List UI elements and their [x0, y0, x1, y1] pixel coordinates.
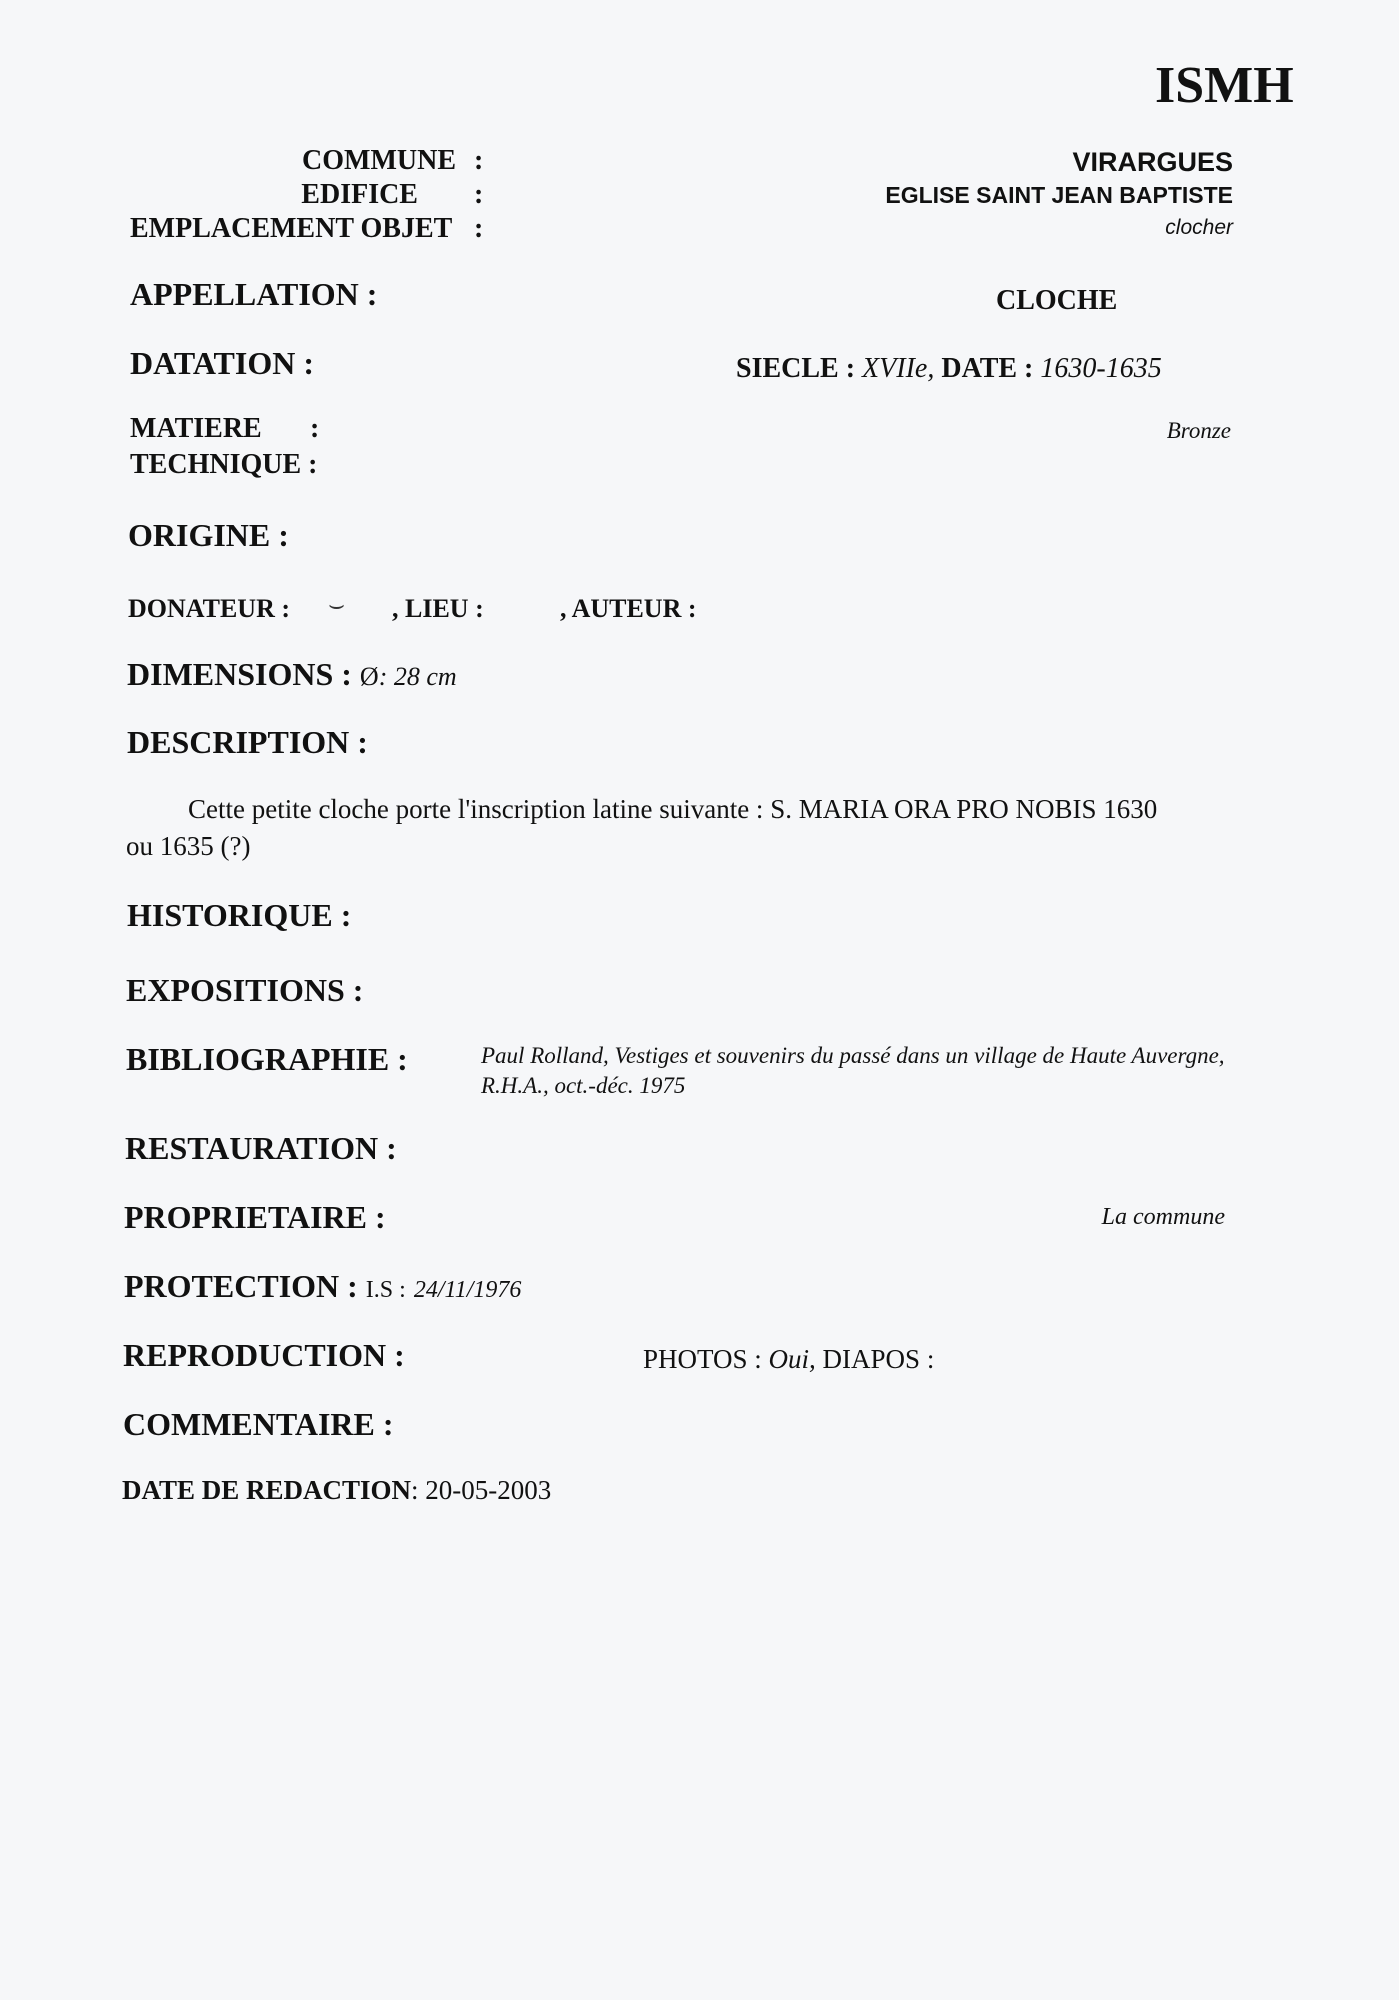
- appellation-label: APPELLATION :: [130, 276, 378, 312]
- protection-label: PROTECTION :: [124, 1268, 358, 1304]
- siecle-value: XVIIe,: [862, 353, 935, 384]
- donateur-value: ⌣: [328, 590, 346, 619]
- reproduction-values: [643, 1344, 934, 1375]
- proprietaire-value: La commune: [1101, 1204, 1225, 1230]
- dimensions-value: : 28 cm: [378, 662, 457, 691]
- lieu-label: , LIEU :: [392, 594, 484, 623]
- datation-label: DATATION :: [130, 345, 314, 381]
- siecle-label: SIECLE :: [736, 353, 856, 384]
- date-label: DATE :: [941, 353, 1034, 384]
- restauration-label: RESTAURATION :: [125, 1130, 397, 1166]
- commentaire-label: COMMENTAIRE :: [123, 1406, 394, 1442]
- doc-code: ISMH: [1155, 57, 1294, 114]
- historique-label: HISTORIQUE :: [127, 897, 352, 933]
- protection-row: [124, 1268, 521, 1305]
- diapos-label: DIAPOS :: [822, 1344, 935, 1374]
- dimensions-row: [127, 656, 457, 693]
- appellation-value: CLOCHE: [996, 285, 1118, 316]
- redaction-label: DATE DE REDACTION: [122, 1475, 412, 1505]
- expositions-label: EXPOSITIONS :: [126, 972, 364, 1008]
- description-line-1: Cette petite cloche porte l'inscription latine suivante : S. MARIA ORA PRO NOBIS 1630: [188, 794, 1158, 824]
- emplacement-colon: :: [474, 213, 484, 244]
- diameter-symbol: Ø: [359, 662, 379, 691]
- matiere-colon: :: [310, 413, 320, 444]
- photos-value: Oui,: [768, 1344, 816, 1374]
- matiere-label: MATIERE: [130, 413, 262, 444]
- edifice-colon: :: [474, 179, 484, 210]
- bibliographie-line-1: Paul Rolland, Vestiges et souvenirs du passé dans un village de Haute Auvergne,: [481, 1043, 1225, 1068]
- description-line-2: ou 1635 (?): [126, 831, 251, 861]
- commune-colon: :: [474, 145, 484, 176]
- redaction-row: [122, 1475, 551, 1506]
- photos-label: PHOTOS :: [643, 1344, 762, 1374]
- commune-label: COMMUNE: [302, 145, 456, 176]
- technique-label: TECHNIQUE :: [130, 449, 318, 480]
- date-value: 1630-1635: [1040, 353, 1162, 384]
- origine-label: ORIGINE :: [128, 517, 289, 553]
- bibliographie-label: BIBLIOGRAPHIE :: [126, 1041, 408, 1077]
- edifice-value: EGLISE SAINT JEAN BAPTISTE: [885, 182, 1233, 208]
- donateur-label: DONATEUR :: [128, 594, 291, 623]
- matiere-value: Bronze: [1166, 418, 1231, 443]
- datation-values: [736, 353, 1162, 385]
- protection-date: 24/11/1976: [413, 1277, 522, 1303]
- emplacement-label: EMPLACEMENT OBJET: [130, 213, 453, 244]
- auteur-label: , AUTEUR :: [560, 594, 697, 623]
- proprietaire-label: PROPRIETAIRE :: [124, 1199, 386, 1235]
- bibliographie-line-2: R.H.A., oct.-déc. 1975: [481, 1073, 686, 1098]
- reproduction-label: REPRODUCTION :: [123, 1337, 405, 1373]
- dimensions-label: DIMENSIONS :: [127, 656, 352, 692]
- commune-value: VIRARGUES: [1072, 147, 1233, 177]
- redaction-value: : 20-05-2003: [411, 1475, 552, 1505]
- protection-type: I.S :: [365, 1277, 406, 1303]
- description-label: DESCRIPTION :: [127, 724, 368, 760]
- edifice-label: EDIFICE: [301, 179, 418, 210]
- emplacement-value: clocher: [1165, 216, 1233, 239]
